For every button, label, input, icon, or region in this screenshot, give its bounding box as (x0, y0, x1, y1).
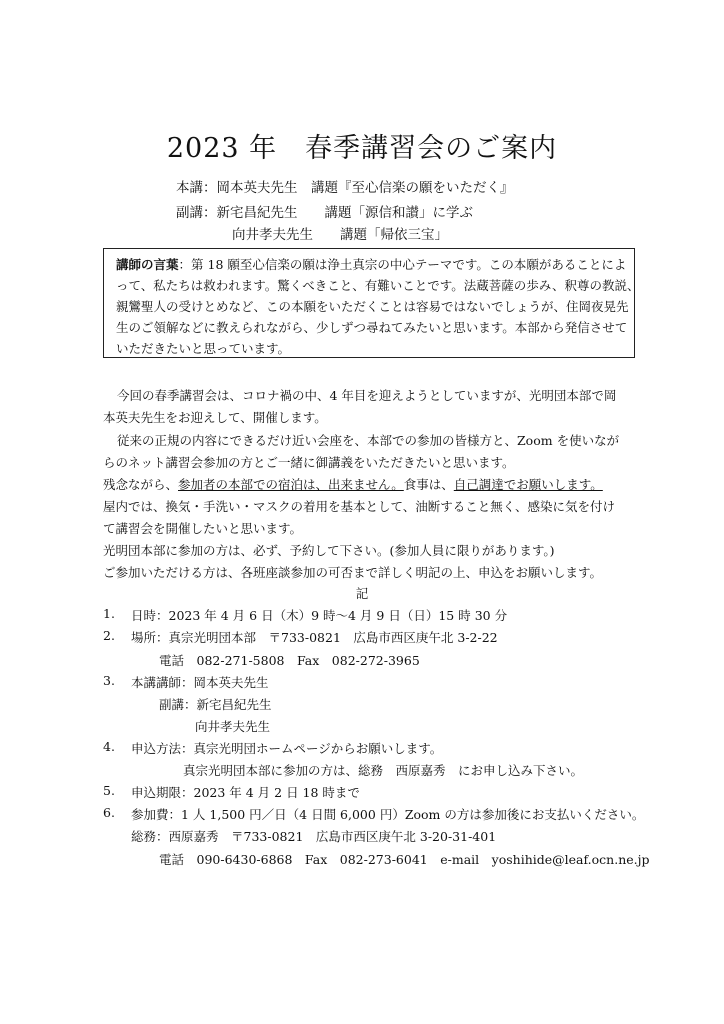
item-application-method: 申込方法：真宗光明団ホームページからお願いします。 (131, 741, 443, 756)
body-paragraph-2b: らのネット講習会参加の方とご一緒に御講義をいただきたいと思います。 (103, 455, 515, 470)
body-paragraph-4b: て講習会を開催したいと思います。 (103, 521, 303, 536)
item-number-5: 5. (103, 783, 115, 798)
item-number-6: 6. (103, 805, 115, 820)
body-paragraph-5: 光明団本部に参加の方は、必ず、予約して下さい。(参加人員に限りがあります。) (103, 543, 555, 558)
item-venue: 場所：真宗光明団本部 〒733-0821 広島市西区庚午北 3-2-22 (131, 630, 498, 645)
ki-heading: 記 (355, 586, 369, 601)
sub-lecture-line-1: 副講：新宅昌紀先生 講題「源信和讃」に学ぶ (176, 205, 473, 221)
lecturer-message-box (103, 248, 640, 358)
item-number-3: 3. (103, 673, 115, 688)
item-deadline: 申込期限：2023 年 4 月 2 日 18 時まで (131, 785, 360, 800)
item-contact-address: 総務：西原嘉秀 〒733-0821 広島市西区庚午北 3-20-31-401 (131, 829, 497, 844)
item-sub-lecturer-1: 副講：新宅昌紀先生 (159, 697, 272, 712)
main-lecture-line: 本講：岡本英夫先生 講題『至心信楽の願をいただく』 (176, 180, 514, 196)
item-fee: 参加費：1 人 1,500 円／日（4 日間 6,000 円）Zoom の方は参加後にお支払いください。 (131, 807, 645, 822)
body-paragraph-1a: 今回の春季講習会は、コロナ禍の中、4 年目を迎えようとしていますが、光明団本部で岡 (117, 388, 617, 403)
body-paragraph-1b: 本英夫先生をお迎えして、開催します。 (103, 410, 327, 425)
item-number-2: 2. (103, 628, 115, 643)
item-contact-phone-email: 電話 090-6430-6868 Fax 082-273-6041 e-mail yoshihide@leaf.ocn.ne.jp (159, 852, 650, 867)
message-line-5: いただきたいと思っています。 (116, 341, 291, 356)
paragraph-3-prefix: 残念ながら、 (103, 477, 179, 492)
item-number-1: 1. (103, 606, 115, 621)
message-line-1: ：第 18 願至心信楽の願は浄土真宗の中心テーマです。この本願があることによ (178, 257, 627, 272)
item-venue-phone: 電話 082-271-5808 Fax 082-272-3965 (159, 653, 420, 668)
item-number-4: 4. (103, 739, 115, 754)
meal-notice: 自己調達でお願いします。 (453, 477, 603, 492)
paragraph-3-mid: 食事は、 (403, 477, 454, 492)
item-datetime: 日時：2023 年 4 月 6 日（木）9 時～4 月 9 日（日）15 時 30 分 (131, 608, 508, 623)
message-line-2: って、私たちは救われます。驚くべきこと、有難いことです。法蔵菩薩の歩み、釈尊の教説、 (116, 278, 640, 293)
body-paragraph-3 (103, 475, 603, 493)
no-lodging-notice: 参加者の本部での宿泊は、出来ません。 (178, 477, 404, 492)
message-label: 講師の言葉 (116, 257, 179, 272)
item-main-lecturer: 本講講師：岡本英夫先生 (131, 675, 269, 690)
body-paragraph-2a: 従来の正規の内容にできるだけ近い会座を、本部での参加の皆様方と、Zoom を使いなが (117, 433, 620, 448)
item-application-note: 真宗光明団本部に参加の方は、総務 西原嘉秀 にお申し込み下さい。 (183, 763, 584, 778)
body-paragraph-4a: 屋内では、換気・手洗い・マスクの着用を基本として、油断すること無く、感染に気を付け (103, 499, 616, 514)
message-line-3: 親鸞聖人の受けとめなど、この本願をいただくことは容易ではないでしょうが、住岡夜晃先 (116, 299, 629, 314)
page-title: 2023 年 春季講習会のご案内 (166, 133, 558, 164)
sub-lecture-line-2: 向井孝夫先生 講題「帰依三宝」 (232, 227, 448, 243)
item-sub-lecturer-2: 向井孝夫先生 (195, 719, 271, 734)
message-line-4: 生のご領解などに教えられながら、少しずつ尋ねてみたいと思います。本部から発信させて (116, 320, 628, 335)
body-paragraph-6: ご参加いただける方は、各班座談参加の可否まで詳しく明記の上、申込をお願いします。 (103, 565, 603, 580)
